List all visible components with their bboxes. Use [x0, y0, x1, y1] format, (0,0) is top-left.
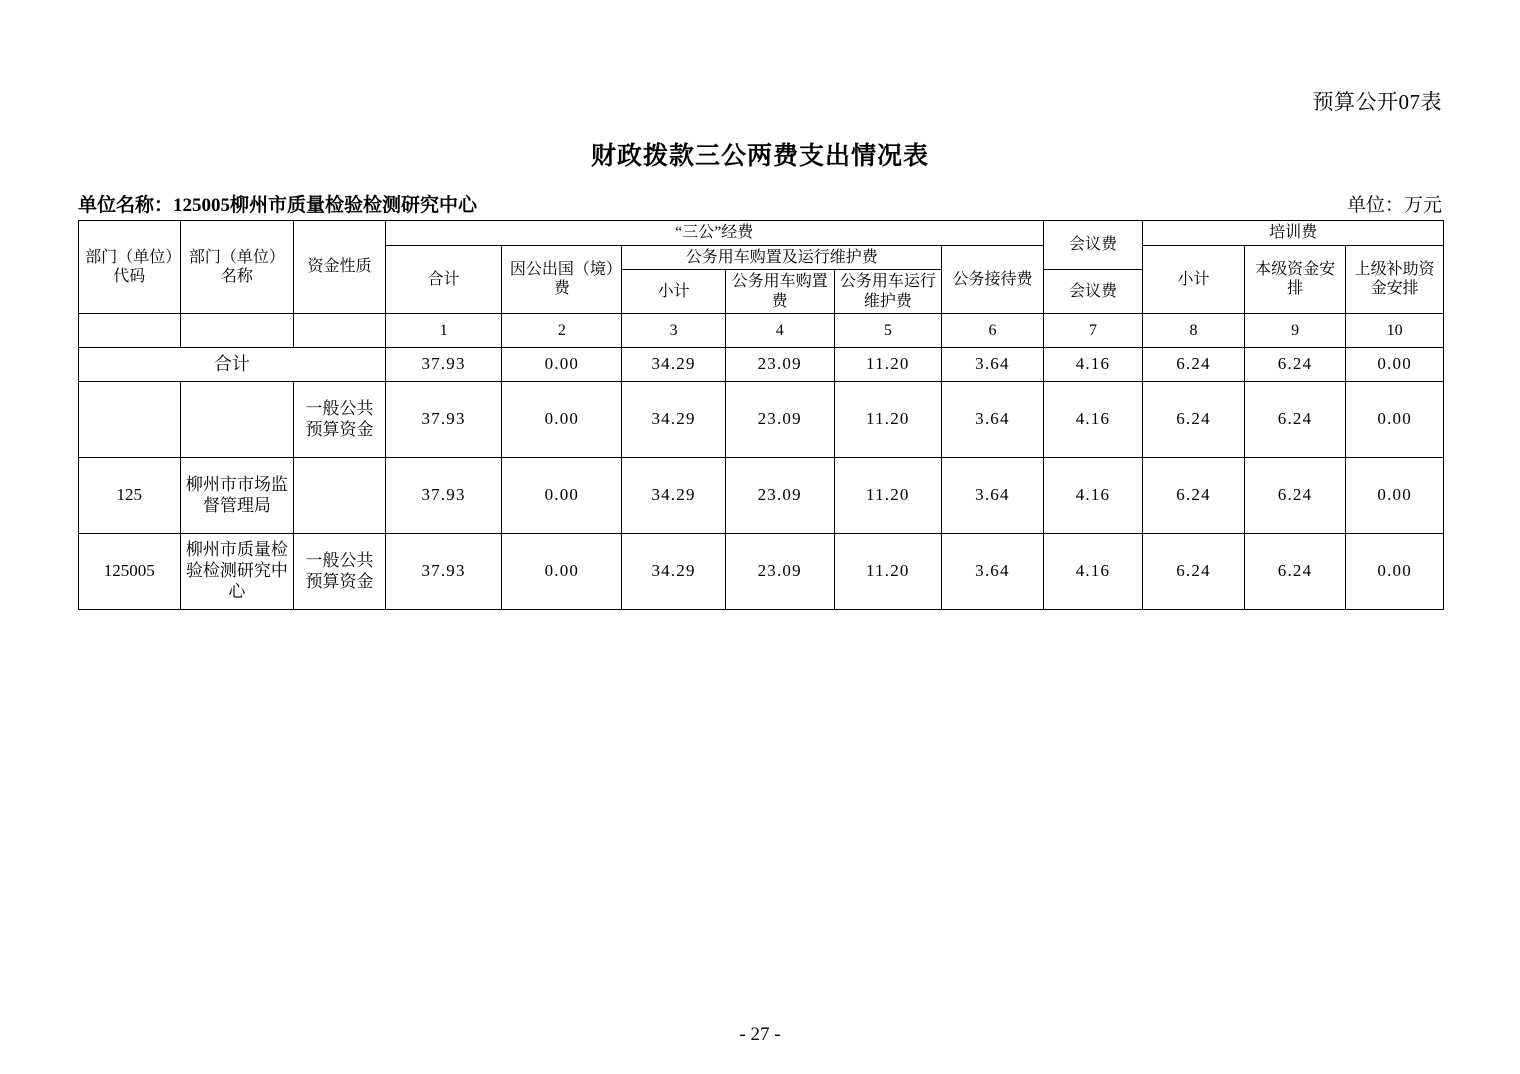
cell-training-subtotal: 6.24	[1143, 348, 1245, 382]
colnum-blank-3	[294, 314, 385, 348]
page-number: - 27 -	[739, 1024, 781, 1045]
form-number-label: 预算公开07表	[1312, 90, 1442, 114]
table-row	[79, 348, 1444, 382]
header-vehicle-purchase: 公务用车购置费	[725, 270, 834, 314]
cell-dept-code	[79, 382, 181, 458]
page-title: 财政拨款三公两费支出情况表	[590, 143, 929, 170]
header-vehicle-group: 公务用车购置及运行维护费	[622, 245, 942, 270]
cell-training-superior: 0.00	[1346, 348, 1444, 382]
header-fund-nature: 资金性质	[294, 221, 385, 314]
cell-vehicle-maintain: 11.20	[834, 534, 942, 610]
header-vehicle-subtotal: 小计	[622, 270, 726, 314]
table-row	[79, 382, 1444, 458]
cell-total: 37.93	[385, 348, 502, 382]
table-header-row-1	[79, 221, 1444, 246]
cell-reception: 3.64	[942, 458, 1044, 534]
cell-training-subtotal: 6.24	[1143, 382, 1245, 458]
colnum-2: 2	[502, 314, 622, 348]
cell-training-superior: 0.00	[1346, 458, 1444, 534]
header-vehicle-maintain: 公务用车运行维护费	[834, 270, 942, 314]
cell-abroad: 0.00	[502, 382, 622, 458]
cell-reception: 3.64	[942, 534, 1044, 610]
colnum-blank-1	[79, 314, 181, 348]
cell-vehicle-purchase: 23.09	[725, 458, 834, 534]
header-dept-name: 部门（单位）名称	[180, 221, 294, 314]
cell-vehicle-maintain: 11.20	[834, 382, 942, 458]
unit-measure-label: 单位：万元	[1346, 195, 1442, 216]
cell-meeting: 4.16	[1043, 534, 1143, 610]
header-meeting-fee: 会议费	[1043, 221, 1143, 270]
cell-training-local: 6.24	[1244, 534, 1346, 610]
row-total-label: 合计	[79, 348, 386, 382]
cell-vehicle-maintain: 11.20	[834, 458, 942, 534]
header-training-superior: 上级补助资金安排	[1346, 245, 1444, 314]
header-sangong-group: “三公”经费	[385, 221, 1043, 246]
header-training-local: 本级资金安排	[1244, 245, 1346, 314]
cell-meeting: 4.16	[1043, 382, 1143, 458]
cell-training-local: 6.24	[1244, 382, 1346, 458]
table-head	[79, 221, 1444, 348]
cell-fund-nature	[294, 458, 385, 534]
meta-row	[78, 190, 1442, 216]
colnum-7: 7	[1043, 314, 1143, 348]
header-training-subtotal: 小计	[1143, 245, 1245, 314]
cell-vehicle-purchase: 23.09	[725, 382, 834, 458]
table-row	[79, 458, 1444, 534]
cell-vehicle-subtotal: 34.29	[622, 534, 726, 610]
cell-vehicle-purchase: 23.09	[725, 534, 834, 610]
colnum-3: 3	[622, 314, 726, 348]
cell-meeting: 4.16	[1043, 348, 1143, 382]
cell-dept-name: 柳州市市场监督管理局	[180, 458, 294, 534]
table-row	[79, 534, 1444, 610]
cell-vehicle-subtotal: 34.29	[622, 348, 726, 382]
header-meeting-fee-span: 会议费	[1043, 270, 1143, 314]
cell-dept-code: 125	[79, 458, 181, 534]
colnum-5: 5	[834, 314, 942, 348]
cell-training-subtotal: 6.24	[1143, 458, 1245, 534]
header-dept-code: 部门（单位）代码	[79, 221, 181, 314]
header-training-group: 培训费	[1143, 221, 1444, 246]
cell-vehicle-subtotal: 34.29	[622, 458, 726, 534]
header-sangong-total: 合计	[385, 245, 502, 314]
cell-vehicle-maintain: 11.20	[834, 348, 942, 382]
colnum-blank-2	[180, 314, 294, 348]
cell-vehicle-subtotal: 34.29	[622, 382, 726, 458]
colnum-10: 10	[1346, 314, 1444, 348]
cell-abroad: 0.00	[502, 348, 622, 382]
cell-abroad: 0.00	[502, 534, 622, 610]
cell-training-subtotal: 6.24	[1143, 534, 1245, 610]
cell-meeting: 4.16	[1043, 458, 1143, 534]
colnum-9: 9	[1244, 314, 1346, 348]
cell-dept-code: 125005	[79, 534, 181, 610]
cell-abroad: 0.00	[502, 458, 622, 534]
cell-training-superior: 0.00	[1346, 534, 1444, 610]
cell-fund-nature: 一般公共预算资金	[294, 382, 385, 458]
colnum-4: 4	[725, 314, 834, 348]
table-body	[79, 348, 1444, 610]
cell-training-superior: 0.00	[1346, 382, 1444, 458]
cell-total: 37.93	[385, 534, 502, 610]
cell-training-local: 6.24	[1244, 458, 1346, 534]
cell-total: 37.93	[385, 458, 502, 534]
unit-name-label: 单位名称：125005柳州市质量检验检测研究中心	[78, 195, 478, 216]
cell-reception: 3.64	[942, 382, 1044, 458]
cell-dept-name: 柳州市质量检验检测研究中心	[180, 534, 294, 610]
cell-fund-nature: 一般公共预算资金	[294, 534, 385, 610]
colnum-6: 6	[942, 314, 1044, 348]
cell-total: 37.93	[385, 382, 502, 458]
header-reception-fee: 公务接待费	[942, 245, 1044, 314]
column-number-row	[79, 314, 1444, 348]
header-abroad-fee: 因公出国（境）费	[502, 245, 622, 314]
colnum-1: 1	[385, 314, 502, 348]
budget-table	[78, 220, 1444, 610]
cell-dept-name	[180, 382, 294, 458]
cell-reception: 3.64	[942, 348, 1044, 382]
cell-training-local: 6.24	[1244, 348, 1346, 382]
colnum-8: 8	[1143, 314, 1245, 348]
cell-vehicle-purchase: 23.09	[725, 348, 834, 382]
